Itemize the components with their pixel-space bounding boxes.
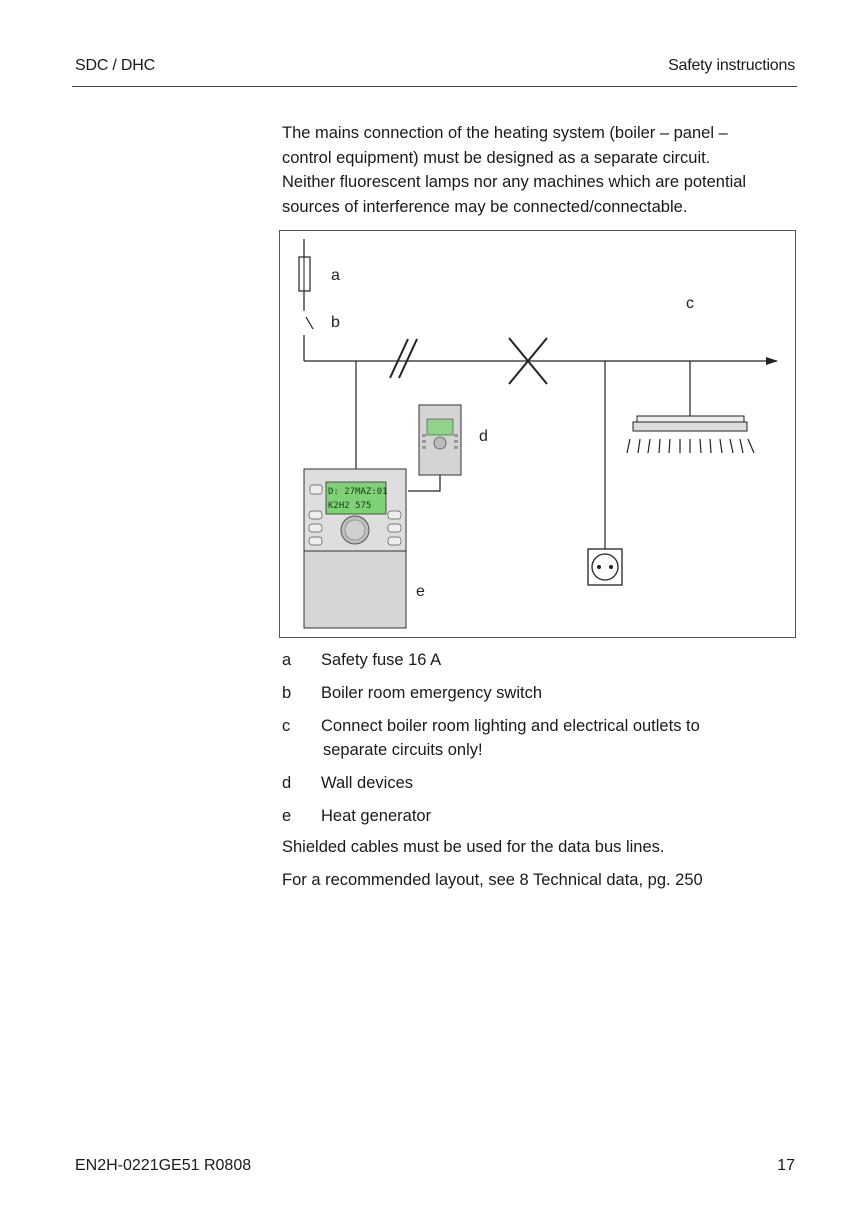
- footer-document-id: EN2H-0221GE51 R0808: [75, 1157, 252, 1174]
- heat-generator-panel: [304, 469, 406, 628]
- header-section-title: Safety instructions: [668, 57, 795, 74]
- legend-item-d: [282, 771, 802, 795]
- display-line-2: K2H2 575: [328, 501, 372, 511]
- legend-key: d: [282, 774, 292, 792]
- intro-line: sources of interference may be connected/connectable.: [282, 197, 688, 216]
- legend-key: c: [282, 717, 291, 735]
- legend-text: Heat generator: [321, 807, 432, 825]
- intro-line: control equipment) must be designed as a separate circuit.: [282, 148, 711, 167]
- page-number: 17: [777, 1157, 795, 1174]
- wiring-diagram: [279, 230, 796, 638]
- legend-key: b: [282, 684, 292, 702]
- legend-item-c: [282, 714, 802, 762]
- legend-item-b: [282, 681, 802, 705]
- label-d: d: [479, 428, 488, 445]
- legend-key: a: [282, 651, 292, 669]
- label-e: e: [416, 583, 425, 600]
- wall-device: [419, 405, 461, 475]
- legend-text: Connect boiler room lighting and electrical outlets to: [321, 717, 700, 735]
- header-rule: [72, 86, 797, 87]
- fuse-symbol: [299, 239, 310, 311]
- intro-line: The mains connection of the heating system (boiler – panel –: [282, 124, 728, 142]
- label-b: b: [331, 314, 340, 331]
- figure-legend: [282, 648, 802, 837]
- display-line-1: D: 27MAZ:01: [328, 487, 388, 497]
- layout-reference-note: For a recommended layout, see 8 Technical data, pg. 250: [282, 871, 703, 889]
- legend-text-continued: separate circuits only!: [323, 741, 483, 759]
- emergency-switch-symbol: [304, 317, 313, 361]
- label-a: a: [331, 267, 340, 284]
- legend-item-a: [282, 648, 802, 672]
- shielded-cable-note: Shielded cables must be used for the data bus lines.: [282, 838, 665, 856]
- legend-text: Boiler room emergency switch: [321, 684, 542, 702]
- intro-paragraph: [282, 121, 802, 219]
- legend-text: Safety fuse 16 A: [321, 651, 442, 669]
- electrical-outlet-symbol: [588, 549, 622, 585]
- line-break-symbol: [390, 339, 417, 378]
- label-c: c: [686, 295, 694, 312]
- fluorescent-lamp-symbol: [627, 416, 754, 453]
- intro-line: Neither fluorescent lamps nor any machines which are potential: [282, 173, 747, 191]
- header-document-code: SDC / DHC: [75, 57, 155, 74]
- legend-item-e: [282, 804, 802, 828]
- legend-text: Wall devices: [321, 774, 413, 792]
- legend-key: e: [282, 807, 292, 825]
- wiring-diagram-svg: [280, 231, 797, 639]
